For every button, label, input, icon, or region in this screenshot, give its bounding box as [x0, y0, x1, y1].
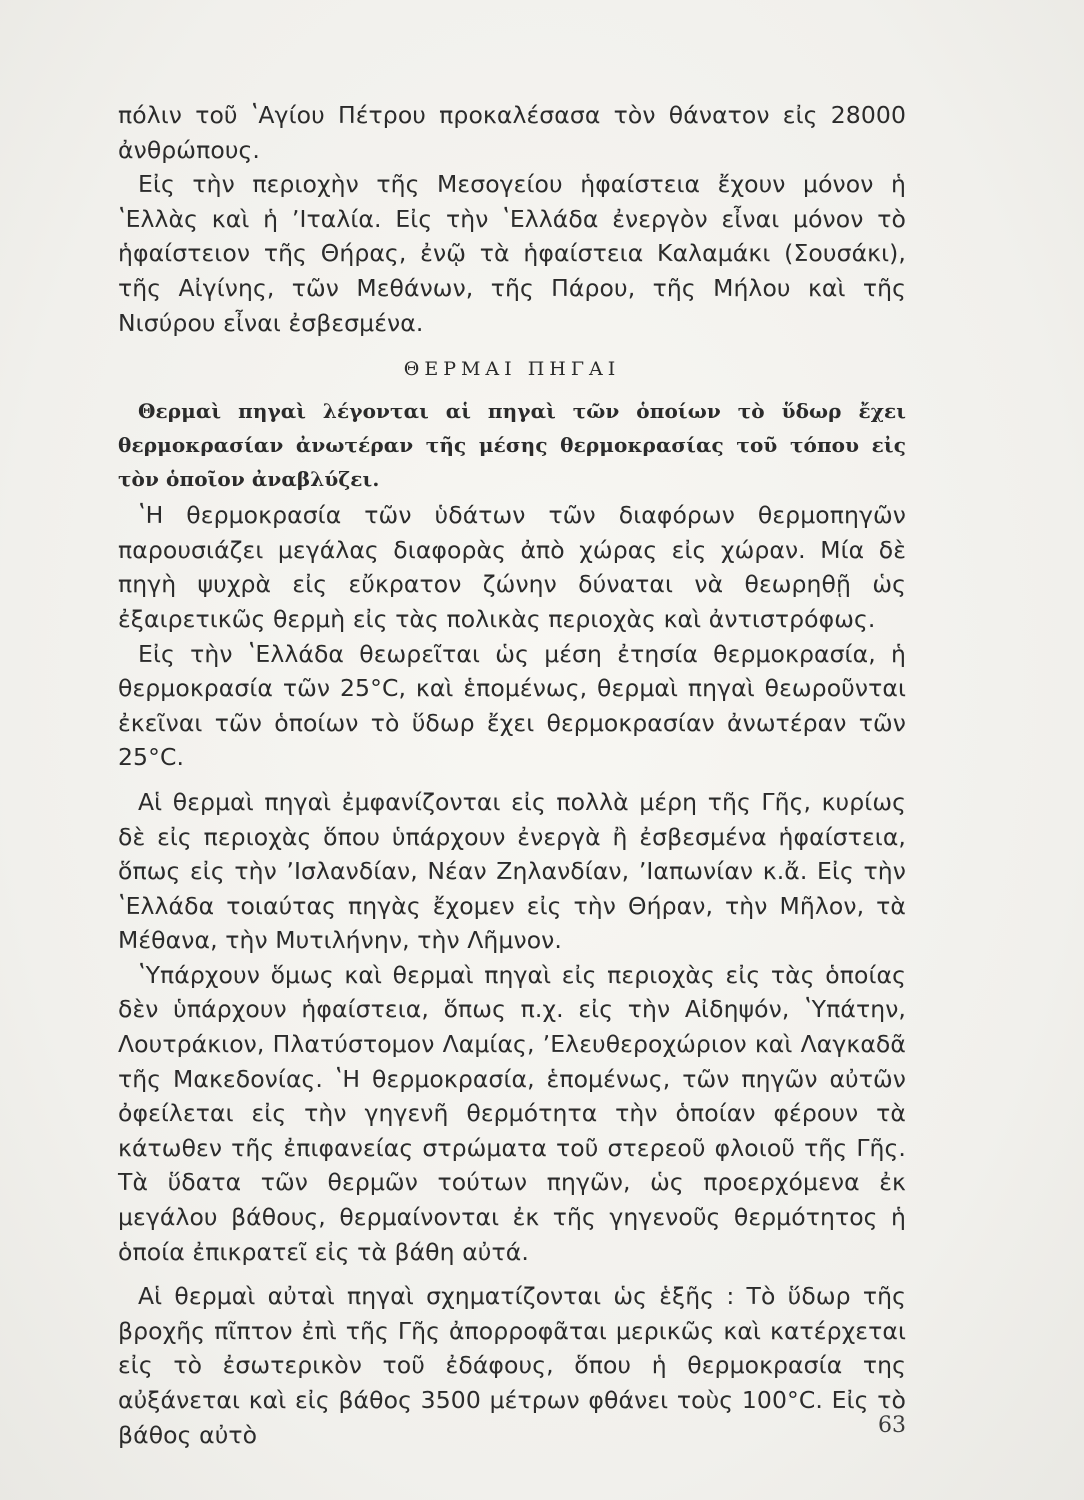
- definition-paragraph: Θερμαὶ πηγαὶ λέγονται αἱ πηγαὶ τῶν ὁποίων τὸ ὕδωρ ἔχει θερμοκρασίαν ἀνωτέραν τῆς μέσης θερμοκρασίας τοῦ τόπου εἰς τὸν ὁποῖον ἀναβλύζει.: [118, 399, 906, 492]
- paragraph-volcanic-springs: Αἱ θερμαὶ πηγαὶ ἐμφανίζονται εἰς πολλὰ μέρη τῆς Γῆς, κυρίως δὲ εἰς περιοχὰς ὅπου ὑπάρχουν ἐνεργὰ ἢ ἐσβεσμένα ἡφαίστεια, ὅπως εἰς τὴν ʼΙσλανδίαν, Νέαν Ζηλανδίαν, ʼΙαπωνίαν κ.ἄ. Εἰς τὴν ʽΕλλάδα τοιαύτας πηγὰς ἔχομεν εἰς τὴν Θήραν, τὴν Μῆλον, τὰ Μέθανα, τὴν Μυτιλήνην, τὴν Λῆμνον.: [118, 787, 906, 955]
- paragraph-greece-mean-temperature: Εἰς τὴν ʽΕλλάδα θεωρεῖται ὡς μέση ἐτησία θερμοκρασία, ἡ θερμοκρασία τῶν 25°C, καὶ ἑπομένως, θερμαὶ πηγαὶ θεωροῦνται ἐκεῖναι τῶν ὁποίων τὸ ὕδωρ ἔχει θερμοκρασίαν ἀνωτέραν τῶν 25°C.: [118, 639, 906, 772]
- page-number: 63: [878, 1413, 906, 1438]
- paragraph-continuation: πόλιν τοῦ ʽΑγίου Πέτρου προκαλέσασα τὸν θάνατον εἰς 28000 ἀνθρώπους.: [118, 101, 906, 164]
- section-heading: ΘΕΡΜΑΙ ΠΗΓΑΙ: [403, 358, 621, 381]
- page-body: [118, 98, 906, 1452]
- paragraph-non-volcanic-springs: ʽΥπάρχουν ὅμως καὶ θερμαὶ πηγαὶ εἰς περιοχὰς εἰς τὰς ὁποίας δὲν ὑπάρχουν ἡφαίστεια, ὅπως π.χ. εἰς τὴν Αἰδηψόν, ʽΥπάτην, Λουτράκιον, Πλατύστομον Λαμίας, ʼΕλευθεροχώριον καὶ Λαγκαδᾶ τῆς Μακεδονίας. ʽΗ θερμοκρασία, ἑπομένως, τῶν πηγῶν αὐτῶν ὀφείλεται εἰς τὴν γηγενῆ θερμότητα τὴν ὁποίαν φέρουν τὰ κάτωθεν τῆς ἐπιφανείας στρώματα τοῦ στερεοῦ φλοιοῦ τῆς Γῆς. Τὰ ὕδατα τῶν θερμῶν τούτων πηγῶν, ὡς προερχόμενα ἐκ μεγάλου βάθους, θερμαίνονται ἐκ τῆς γηγενοῦς θερμότητος ἡ ὁποία ἐπικρατεῖ εἰς τὰ βάθη αὐτά.: [118, 960, 906, 1266]
- paragraph-temperature-differences: ʽΗ θερμοκρασία τῶν ὑδάτων τῶν διαφόρων θερμοπηγῶν παρουσιάζει μεγάλας διαφορὰς ἀπὸ χώρας εἰς χώραν. Μία δὲ πηγὴ ψυχρὰ εἰς εὔκρατον ζώνην δύναται νὰ θεωρηθῇ ὡς ἐξαιρετικῶς θερμὴ εἰς τὰς πολικὰς περιοχὰς καὶ ἀντιστρόφως.: [118, 501, 906, 633]
- paragraph-mediterranean-volcanoes: Εἰς τὴν περιοχὴν τῆς Μεσογείου ἡφαίστεια ἔχουν μόνον ἡ ʽΕλλὰς καὶ ἡ ʼΙταλία. Εἰς τὴν ʽΕλλάδα ἐνεργὸν εἶναι μόνον τὸ ἡφαίστειον τῆς Θήρας, ἐνῷ τὰ ἡφαίστεια Καλαμάκι (Σουσάκι), τῆς Αἰγίνης, τῶν Μεθάνων, τῆς Πάρου, τῆς Μήλου καὶ τῆς Νισύρου εἶναι ἐσβεσμένα.: [118, 170, 906, 337]
- paragraph-spring-formation: Αἱ θερμαὶ αὐταὶ πηγαὶ σχηματίζονται ὡς ἑξῆς : Τὸ ὕδωρ τῆς βροχῆς πῖπτον ἐπὶ τῆς Γῆς ἀπορροφᾶται μερικῶς καὶ κατέρχεται εἰς τὸ ἐσωτερικὸν τοῦ ἐδάφους, ὅπου ἡ θερμοκρασία της αὐξάνεται καὶ εἰς βάθος 3500 μέτρων φθάνει τοὺς 100°C. Εἰς τὸ βάθος αὐτὸ: [118, 1282, 906, 1449]
